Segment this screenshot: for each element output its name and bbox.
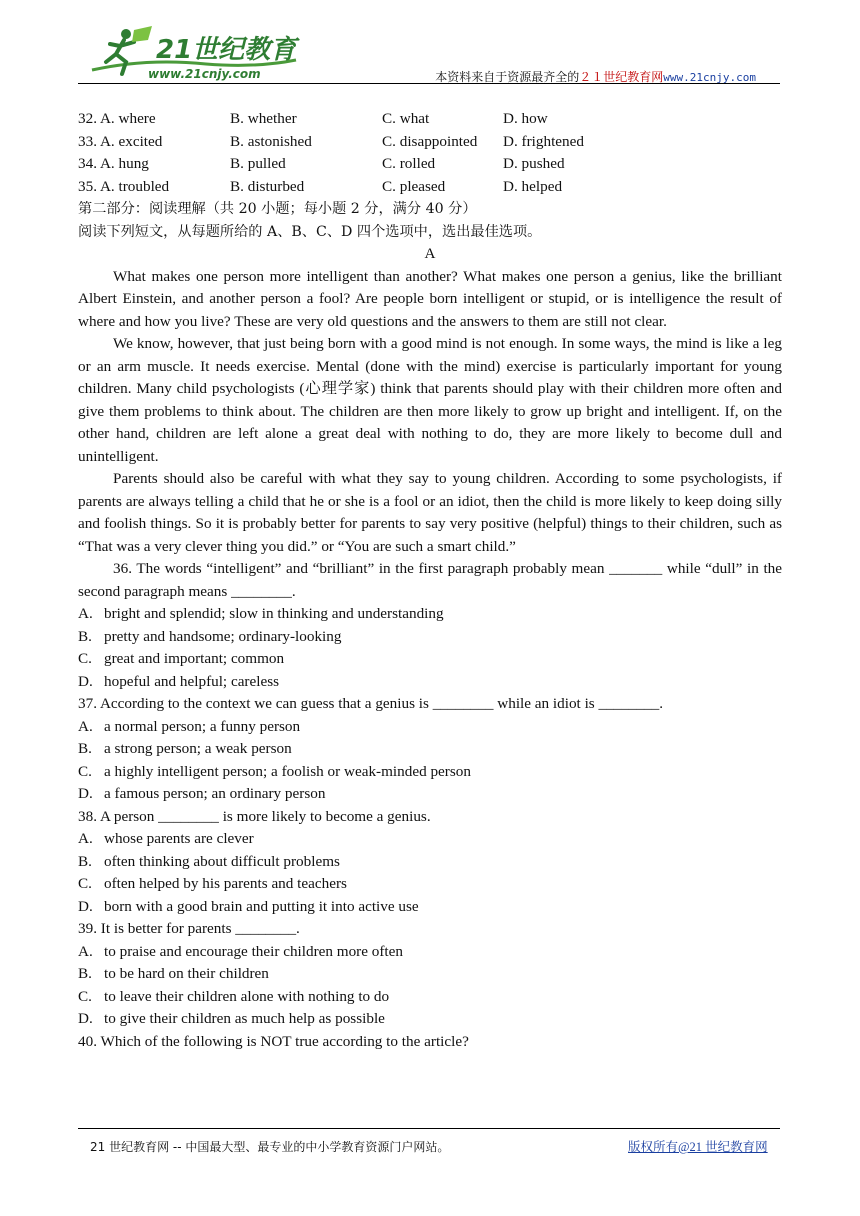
passage-label: A xyxy=(424,245,436,262)
cloze-choice[interactable]: D. helped xyxy=(503,177,563,195)
answer-option[interactable]: B. to be hard on their children xyxy=(78,965,269,982)
cloze-option-row xyxy=(78,176,782,199)
header-divider xyxy=(78,83,780,84)
cloze-choice[interactable]: D. frightened xyxy=(503,132,584,150)
answer-option[interactable]: A. bright and splendid; slow in thinking and understanding xyxy=(78,605,444,622)
question-stem: 37. According to the context we can guess that a genius is ________ while an idiot is ________. xyxy=(78,695,664,712)
answer-option[interactable]: D. a famous person; an ordinary person xyxy=(78,785,326,802)
cloze-choice[interactable]: D. pushed xyxy=(503,155,565,172)
cloze-choice[interactable]: C. rolled xyxy=(382,155,436,172)
cloze-options-table xyxy=(78,108,782,198)
site-logo xyxy=(86,24,316,84)
footer-divider xyxy=(78,1128,780,1129)
footer-copyright-link[interactable]: 版权所有@21 世纪教育网 xyxy=(628,1140,768,1154)
header-note-prefix: 本资料来自于资源最齐全的 xyxy=(435,70,580,84)
answer-option[interactable]: C. a highly intelligent person; a foolish or weak-minded person xyxy=(78,762,471,780)
page-header xyxy=(78,20,780,86)
cloze-choice[interactable]: 32. A. where xyxy=(78,110,156,127)
cloze-choice[interactable]: D. how xyxy=(503,110,548,127)
cloze-choice[interactable]: 35. A. troubled xyxy=(78,177,170,195)
answer-option[interactable]: A. whose parents are clever xyxy=(78,830,254,847)
cloze-choice[interactable]: B. whether xyxy=(230,110,297,127)
header-note-url[interactable]: www.21cnjy.com xyxy=(663,71,756,84)
answer-option[interactable]: A. a normal person; a funny person xyxy=(78,717,301,735)
question-stem: 40. Which of the following is NOT true according to the article? xyxy=(78,1032,469,1050)
answer-option[interactable]: A. to praise and encourage their children more often xyxy=(78,942,403,960)
answer-option[interactable]: C. great and important; common xyxy=(78,650,285,667)
answer-option[interactable]: C. often helped by his parents and teachers xyxy=(78,875,347,892)
cloze-choice[interactable]: 33. A. excited xyxy=(78,132,163,150)
answer-option[interactable]: B. a strong person; a weak person xyxy=(78,740,292,757)
answer-option[interactable]: B. often thinking about difficult problems xyxy=(78,852,340,870)
cloze-option-row xyxy=(78,108,782,131)
footer-site-description: 21 世纪教育网 -- 中国最大型、最专业的中小学教育资源门户网站。 xyxy=(90,1140,450,1154)
answer-option[interactable]: B. pretty and handsome; ordinary-looking xyxy=(78,627,342,645)
question-stem: 38. A person ________ is more likely to become a genius. xyxy=(78,807,431,825)
cloze-choice[interactable]: B. disturbed xyxy=(230,177,305,195)
document-body xyxy=(78,108,782,1053)
cloze-choice[interactable]: C. disappointed xyxy=(382,132,478,150)
runner-logo-icon xyxy=(86,24,316,84)
question-stem: 36. The words “intelligent” and “brilliant” in the first paragraph probably mean _______ while “dull” in the second paragraph means ________. xyxy=(78,560,782,600)
cloze-option-row xyxy=(78,131,782,154)
header-note-site: ２１世纪教育网 xyxy=(579,70,664,84)
logo-url: www.21cnjy.com xyxy=(148,67,261,81)
cloze-choice[interactable]: B. astonished xyxy=(230,132,312,150)
cloze-choice[interactable]: C. what xyxy=(382,110,430,127)
answer-option[interactable]: D. hopeful and helpful; careless xyxy=(78,672,280,690)
passage-paragraph: What makes one person more intelligent than another? What makes one person a genius, like the brilliant Albert Einstein, and another person a fool? Are people born intelligent or stupid, or is intelligence the result of where and how you live? These are very old questions and the answers to them are still not clear. xyxy=(78,267,782,330)
passage-paragraph: We know, however, that just being born with a good mind is not enough. In some ways, the mind is like a leg or an arm muscle. It needs exercise. Mental (done with the mind) exercise is particularly important for young children. Many child psychologists (心理学家) think that parents should play with their children more often and give them problems to think about. The children are then more likely to grow up bright and intelligent. If, on the other hand, children are left alone a great deal with nothing to do, they are more likely to become dull and unintelligent. xyxy=(78,335,782,465)
cloze-option-row xyxy=(78,153,782,176)
section-title: 第二部分：阅读理解（共 20 小题；每小题 2 分，满分 40 分） xyxy=(78,201,477,217)
passage-paragraph: Parents should also be careful with what they say to young children. According to some psychologists, if parents are always telling a child that he or she is a fool or an idiot, then the child is more likely to keep doing silly and foolish things. So it is probably better for parents to say very positive (helpful) things to their children, such as “That was a very clever thing you did.” or “You are such a smart child.” xyxy=(78,470,782,555)
cloze-choice[interactable]: B. pulled xyxy=(230,155,286,172)
section-instruction: 阅读下列短文，从每题所给的 A、B、C、D 四个选项中，选出最佳选项。 xyxy=(78,223,542,240)
cloze-choice[interactable]: C. pleased xyxy=(382,177,446,195)
question-stem: 39. It is better for parents ________. xyxy=(78,920,300,937)
answer-option[interactable]: D. born with a good brain and putting it into active use xyxy=(78,897,419,915)
answer-option[interactable]: C. to leave their children alone with nothing to do xyxy=(78,987,390,1005)
cloze-choice[interactable]: 34. A. hung xyxy=(78,155,149,172)
logo-wordmark: 21世纪教育 xyxy=(156,35,297,65)
answer-option[interactable]: D. to give their children as much help as possible xyxy=(78,1010,385,1027)
